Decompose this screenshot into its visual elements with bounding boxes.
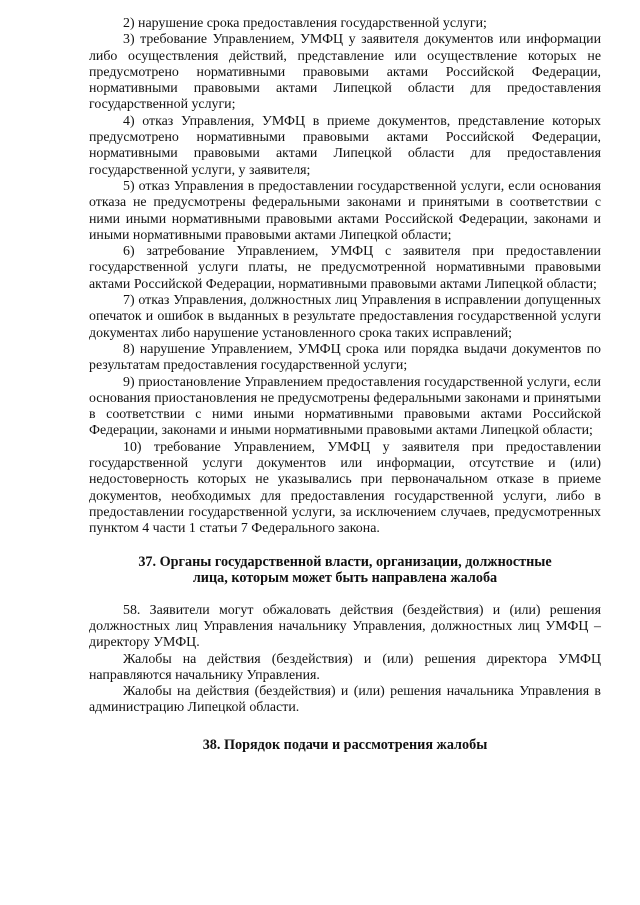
section-37-heading-line1: 37. Органы государственной власти, организации, должностные [138,553,552,570]
section-37-body [89,603,601,717]
violations-list [89,16,601,538]
section-37-heading [89,554,601,587]
section-38-heading: 38. Порядок подачи и рассмотрения жалобы [202,736,488,753]
list-item: 2) нарушение срока предоставления государственной услуги; [123,16,487,31]
list-item: 9) приостановление Управлением предоставления государственной услуги, если основания приостановления не предусмотрены федеральными законами и принятыми в соответствии с ними иными нормативными правовыми актами Российской Федерации, законами и иными нормативными правовыми актами Липецкой области; [89,374,601,439]
list-item: 10) требование Управлением, УМФЦ у заявителя при предоставлении государственной услуги документов или информации, отсутствие и (или) недостоверность которых не указывались при первоначальном отказе в приеме документов, необходимых для предоставления государственной услуги, либо в предоставлении государственной услуги, за исключением случаев, предусмотренных пунктом 4 части 1 статьи 7 Федерального закона. [89,439,601,537]
list-item: 6) затребование Управлением, УМФЦ с заявителя при предоставлении государственной услуги платы, не предусмотренной нормативными правовыми актами Российской Федерации, нормативными правовыми актами Липецкой области; [89,244,601,292]
list-item: 5) отказ Управления в предоставлении государственной услуги, если основания отказа не предусмотрены федеральными законами и принятыми в соответствии с ними иными нормативными правовыми актами Российской Федерации, законами и иными нормативными правовыми актами Липецкой области; [89,178,601,243]
paragraph: Жалобы на действия (бездействия) и (или) решения начальника Управления в администрацию Липецкой области. [89,684,601,716]
list-item: 4) отказ Управления, УМФЦ в приеме документов, представление которых предусмотрено нормативными правовыми актами Российской Федерации, нормативными правовыми актами Липецкой области для предоставления государственной услуги, у заявителя; [89,113,601,178]
paragraph: 58. Заявители могут обжаловать действия (бездействия) и (или) решения должностных лиц Управления начальнику Управления, должностных лиц УМФЦ – директору УМФЦ. [89,602,601,651]
paragraph: Жалобы на действия (бездействия) и (или) решения директора УМФЦ направляются начальнику Управления. [89,651,601,683]
list-item: 7) отказ Управления, должностных лиц Управления в исправлении допущенных опечаток и ошибок в выданных в результате предоставления государственной услуги документах либо нарушение установленного срока таких исправлений; [89,293,601,341]
list-item: 8) нарушение Управлением, УМФЦ срока или порядка выдачи документов по результатам предоставления государственной услуги; [89,341,601,374]
section-37-heading-line2: лица, которым может быть направлена жалоба [192,570,498,587]
list-item: 3) требование Управлением, УМФЦ у заявителя документов или информации либо осуществления действий, представление или осуществление которых не предусмотрено нормативными правовыми актами Российской Федерации, нормативными правовыми актами Липецкой области для предоставления государственной услуги; [89,32,601,113]
